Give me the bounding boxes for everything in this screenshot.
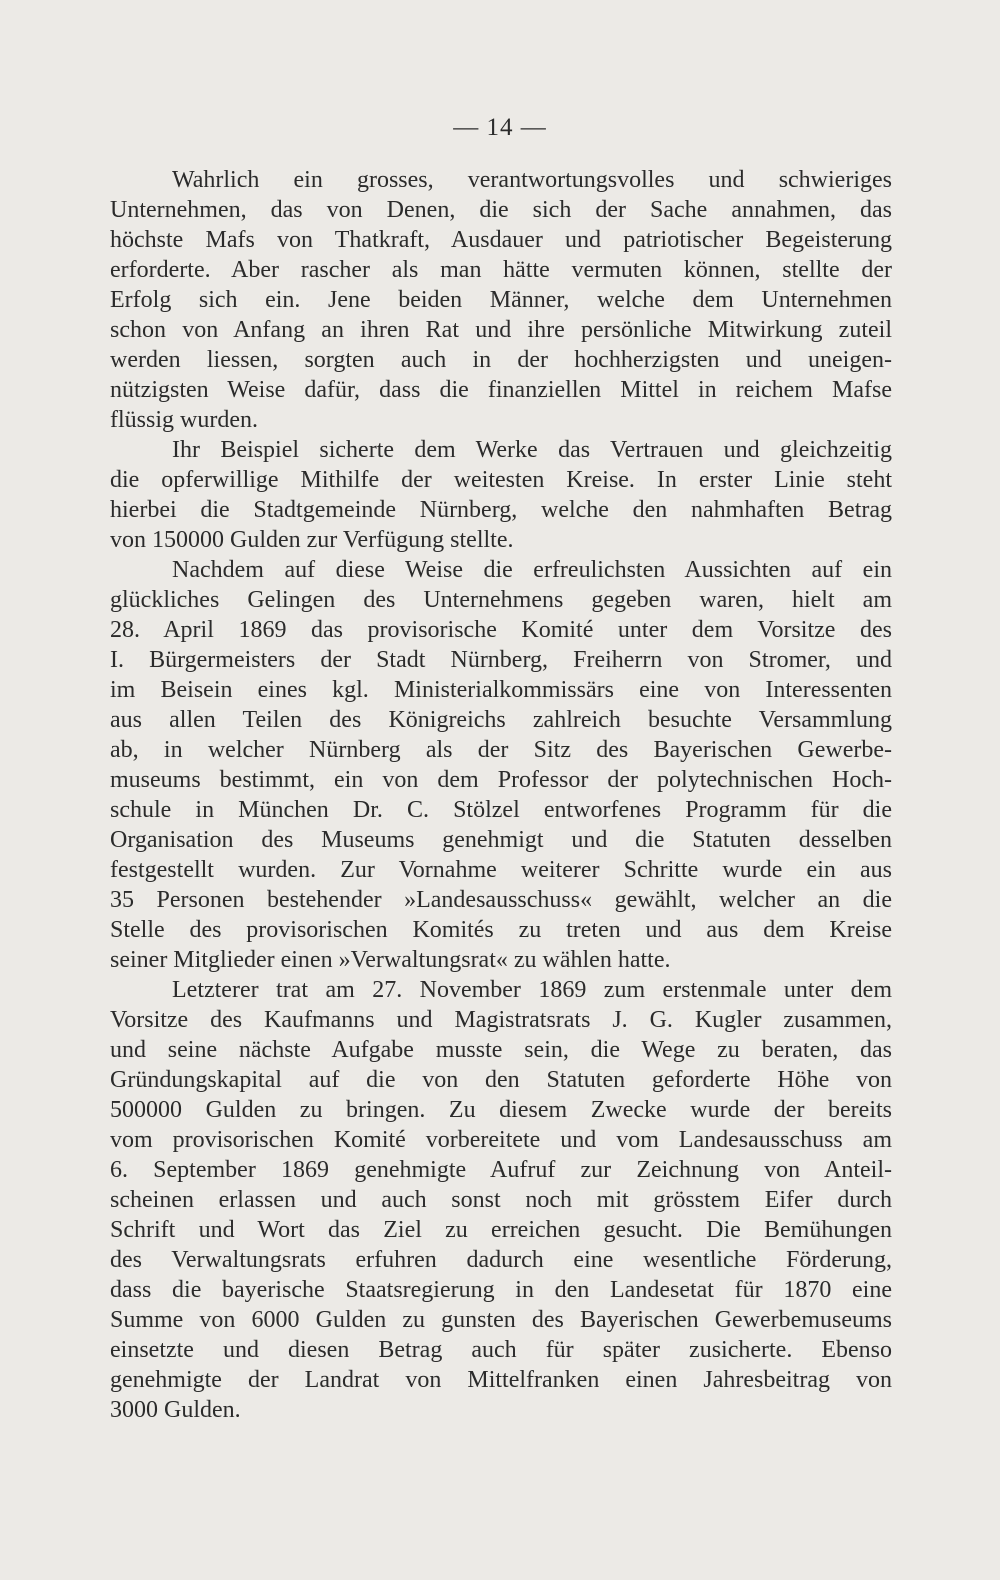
- text-line: 35 Personen bestehender »Landesausschuss« gewählt, welcher an die: [110, 887, 892, 913]
- text-line: 500000 Gulden zu bringen. Zu diesem Zwecke wurde der bereits: [110, 1097, 892, 1123]
- text-line: 28. April 1869 das provisorische Komité unter dem Vorsitze des: [110, 617, 892, 643]
- text-line: flüssig wurden.: [110, 407, 258, 433]
- text-line: Vorsitze des Kaufmanns und Magistratsrats J. G. Kugler zusammen,: [110, 1007, 892, 1033]
- text-line: Summe von 6000 Gulden zu gunsten des Bayerischen Gewerbemuseums: [110, 1307, 892, 1333]
- text-line: aus allen Teilen des Königreichs zahlreich besuchte Versammlung: [110, 707, 892, 733]
- text-line: festgestellt wurden. Zur Vornahme weiterer Schritte wurde ein aus: [110, 857, 892, 883]
- text-line: Letzterer trat am 27. November 1869 zum erstenmale unter dem: [172, 977, 892, 1003]
- text-line: des Verwaltungsrats erfuhren dadurch eine wesentliche Förderung,: [110, 1247, 892, 1273]
- body-text: [110, 165, 892, 1425]
- page-number: — 14 —: [453, 114, 547, 141]
- text-line: vom provisorischen Komité vorbereitete und vom Landesausschuss am: [110, 1127, 892, 1153]
- text-line: Stelle des provisorischen Komités zu treten und aus dem Kreise: [110, 917, 892, 943]
- text-line: Unternehmen, das von Denen, die sich der Sache annahmen, das: [110, 197, 892, 223]
- text-line: einsetzte und diesen Betrag auch für später zusicherte. Ebenso: [110, 1337, 892, 1363]
- text-line: dass die bayerische Staatsregierung in den Landesetat für 1870 eine: [110, 1277, 892, 1303]
- text-line: und seine nächste Aufgabe musste sein, die Wege zu beraten, das: [110, 1037, 892, 1063]
- text-line: Erfolg sich ein. Jene beiden Männer, welche dem Unternehmen: [110, 287, 892, 313]
- text-line: Ihr Beispiel sicherte dem Werke das Vertrauen und gleichzeitig: [172, 437, 892, 463]
- text-line: Nachdem auf diese Weise die erfreulichsten Aussichten auf ein: [172, 557, 892, 583]
- text-line: erforderte. Aber rascher als man hätte vermuten können, stellte der: [110, 257, 892, 283]
- text-line: höchste Mafs von Thatkraft, Ausdauer und patriotischer Begeisterung: [110, 227, 892, 253]
- text-line: schule in München Dr. C. Stölzel entworfenes Programm für die: [110, 797, 892, 823]
- text-line: im Beisein eines kgl. Ministerialkommissärs eine von Interessenten: [110, 677, 892, 703]
- text-line: scheinen erlassen und auch sonst noch mit grösstem Eifer durch: [110, 1187, 892, 1213]
- text-line: Wahrlich ein grosses, verantwortungsvolles und schwieriges: [172, 167, 892, 193]
- text-line: Organisation des Museums genehmigt und die Statuten desselben: [110, 827, 892, 853]
- text-line: 6. September 1869 genehmigte Aufruf zur Zeichnung von Anteil-: [110, 1157, 892, 1183]
- text-line: nützigsten Weise dafür, dass die finanziellen Mittel in reichem Mafse: [110, 377, 892, 403]
- text-line: seiner Mitglieder einen »Verwaltungsrat« zu wählen hatte.: [110, 947, 671, 973]
- text-line: hierbei die Stadtgemeinde Nürnberg, welche den nahmhaften Betrag: [110, 497, 892, 523]
- text-line: Gründungskapital auf die von den Statuten geforderte Höhe von: [110, 1067, 892, 1093]
- text-line: genehmigte der Landrat von Mittelfranken einen Jahresbeitrag von: [110, 1367, 892, 1393]
- text-line: werden liessen, sorgten auch in der hochherzigsten und uneigen-: [110, 347, 892, 373]
- text-line: museums bestimmt, ein von dem Professor der polytechnischen Hoch-: [110, 767, 892, 793]
- text-line: von 150000 Gulden zur Verfügung stellte.: [110, 527, 514, 553]
- text-line: die opferwillige Mithilfe der weitesten Kreise. In erster Linie steht: [110, 467, 892, 493]
- text-line: ab, in welcher Nürnberg als der Sitz des Bayerischen Gewerbe-: [110, 737, 892, 763]
- text-line: Schrift und Wort das Ziel zu erreichen gesucht. Die Bemühungen: [110, 1217, 892, 1243]
- text-line: I. Bürgermeisters der Stadt Nürnberg, Freiherrn von Stromer, und: [110, 647, 892, 673]
- text-line: schon von Anfang an ihren Rat und ihre persönliche Mitwirkung zuteil: [110, 317, 892, 343]
- text-line: 3000 Gulden.: [110, 1397, 241, 1423]
- text-line: glückliches Gelingen des Unternehmens gegeben waren, hielt am: [110, 587, 892, 613]
